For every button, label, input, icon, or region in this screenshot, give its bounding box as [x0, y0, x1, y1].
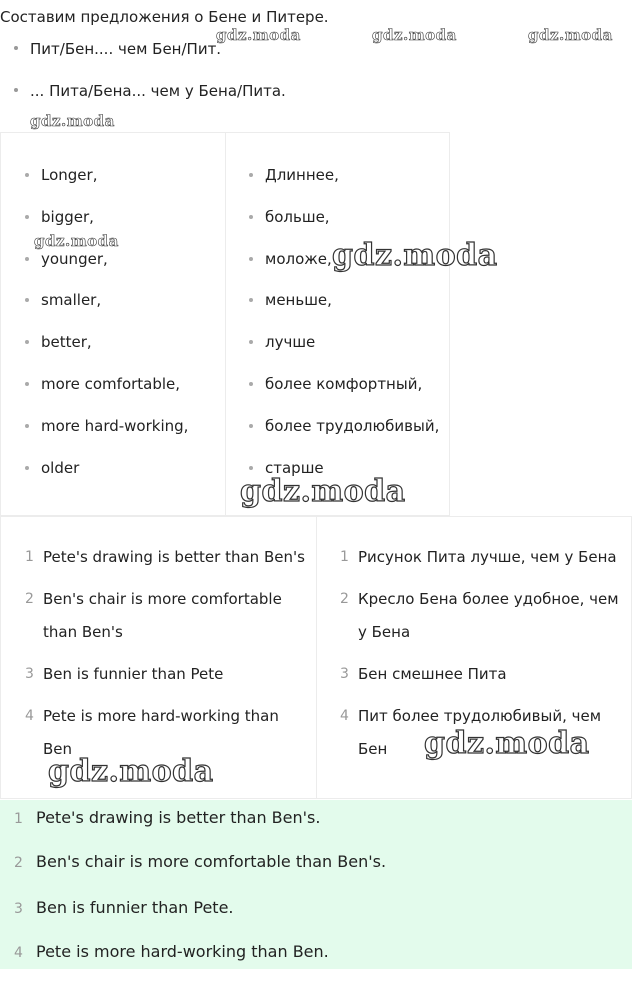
- list-item: [25, 375, 180, 393]
- bullet-dot: [25, 466, 29, 470]
- word-en: older: [41, 459, 80, 477]
- numbered-item: [25, 658, 315, 691]
- list-item: [249, 250, 332, 268]
- pattern-text: ... Пита/Бена... чем у Бена/Пита.: [30, 82, 286, 100]
- list-item: [25, 166, 97, 184]
- sentence-en-continued: than Ben's: [43, 623, 123, 641]
- list-item: [25, 417, 188, 435]
- word-en: Longer,: [41, 166, 98, 184]
- sentence-ru-continued: Бен: [358, 740, 388, 758]
- watermark: gdz.moda: [372, 26, 457, 44]
- sentence-en: Pete's drawing is better than Ben's: [43, 548, 305, 566]
- answer-text: Pete's drawing is better than Ben's.: [36, 808, 321, 827]
- sentence-ru: Бен смешнее Пита: [358, 665, 507, 683]
- item-number: 2: [25, 591, 34, 607]
- list-item: [249, 375, 422, 393]
- word-ru: лучше: [265, 333, 316, 351]
- sentence-ru: Рисунок Пита лучше, чем у Бена: [358, 548, 617, 566]
- watermark: gdz.moda: [332, 238, 498, 273]
- bullet-dot: [25, 340, 29, 344]
- sentence-ru: Кресло Бена более удобное, чем: [358, 590, 619, 608]
- list-item: [249, 208, 330, 226]
- bullet-dot: [249, 466, 253, 470]
- bullet-dot: [249, 424, 253, 428]
- pattern-item: [14, 82, 286, 100]
- word-ru: Длиннее,: [265, 166, 339, 184]
- bullet-dot: [249, 298, 253, 302]
- item-number: 3: [340, 666, 349, 682]
- words-column-english: [1, 133, 226, 515]
- item-number: 3: [25, 666, 34, 682]
- watermark: gdz.moda: [48, 754, 214, 789]
- page-title: Составим предложения о Бене и Питере.: [0, 8, 329, 26]
- answer-item: [14, 808, 320, 827]
- item-number: 1: [14, 811, 23, 827]
- bullet-dot: [14, 46, 18, 50]
- bullet-dot: [25, 424, 29, 428]
- word-en: bigger,: [41, 208, 94, 226]
- list-item: [249, 417, 439, 435]
- bullet-dot: [249, 382, 253, 386]
- sentence-en: Pete is more hard-working than: [43, 707, 279, 725]
- list-item: [25, 459, 79, 477]
- item-number: 2: [14, 855, 23, 871]
- words-column-russian: [225, 133, 450, 515]
- item-number: 4: [340, 708, 349, 724]
- numbered-item: [340, 658, 630, 691]
- numbered-item: [25, 583, 315, 649]
- word-en: smaller,: [41, 291, 102, 309]
- answer-text: Ben is funnier than Pete.: [36, 898, 234, 917]
- sentence-ru-continued: у Бена: [358, 623, 411, 641]
- pattern-item: [14, 40, 221, 58]
- sentence-en: Ben's chair is more comfortable: [43, 590, 282, 608]
- word-en: better,: [41, 333, 92, 351]
- bullet-dot: [25, 382, 29, 386]
- bullet-dot: [25, 257, 29, 261]
- words-table: [0, 132, 450, 516]
- bullet-dot: [25, 215, 29, 219]
- pattern-text: Пит/Бен.... чем Бен/Пит.: [30, 40, 222, 58]
- list-item: [25, 291, 101, 309]
- watermark: gdz.moda: [424, 726, 590, 761]
- item-number: 2: [340, 591, 349, 607]
- bullet-dot: [249, 173, 253, 177]
- word-ru: старше: [265, 459, 324, 477]
- answer-block: [0, 800, 632, 969]
- word-ru: больше,: [265, 208, 330, 226]
- answer-text: Ben's chair is more comfortable than Ben's.: [36, 852, 387, 871]
- numbered-item: [25, 541, 315, 574]
- item-number: 1: [25, 549, 34, 565]
- word-en: more hard-working,: [41, 417, 189, 435]
- sentence-ru: Пит более трудолюбивый, чем: [358, 707, 602, 725]
- item-number: 1: [340, 549, 349, 565]
- answer-item: [14, 852, 386, 871]
- word-ru: более комфортный,: [265, 375, 423, 393]
- word-ru: моложе,: [265, 250, 332, 268]
- bullet-dot: [249, 215, 253, 219]
- answer-item: [14, 898, 234, 917]
- bullet-dot: [25, 298, 29, 302]
- watermark: gdz.moda: [34, 232, 119, 250]
- watermark: gdz.moda: [528, 26, 613, 44]
- bullet-dot: [249, 257, 253, 261]
- numbered-item: [340, 583, 630, 649]
- watermark: gdz.moda: [240, 474, 406, 509]
- watermark: gdz.moda: [30, 112, 115, 130]
- list-item: [25, 333, 92, 351]
- watermark: gdz.moda: [216, 26, 301, 44]
- word-ru: меньше,: [265, 291, 332, 309]
- item-number: 4: [14, 945, 23, 961]
- list-item: [249, 291, 332, 309]
- item-number: 3: [14, 901, 23, 917]
- list-item: [249, 166, 339, 184]
- list-item: [249, 333, 315, 351]
- answer-item: [14, 942, 329, 961]
- word-ru: более трудолюбивый,: [265, 417, 440, 435]
- list-item: [25, 250, 108, 268]
- bullet-dot: [249, 340, 253, 344]
- item-number: 4: [25, 708, 34, 724]
- sentence-en-continued: Ben: [43, 740, 73, 758]
- word-en: more comfortable,: [41, 375, 181, 393]
- bullet-dot: [25, 173, 29, 177]
- list-item: [25, 208, 94, 226]
- sentence-en: Ben is funnier than Pete: [43, 665, 224, 683]
- answer-text: Pete is more hard-working than Ben.: [36, 942, 329, 961]
- numbered-item: [340, 541, 630, 574]
- bullet-dot: [14, 88, 18, 92]
- word-en: younger,: [41, 250, 108, 268]
